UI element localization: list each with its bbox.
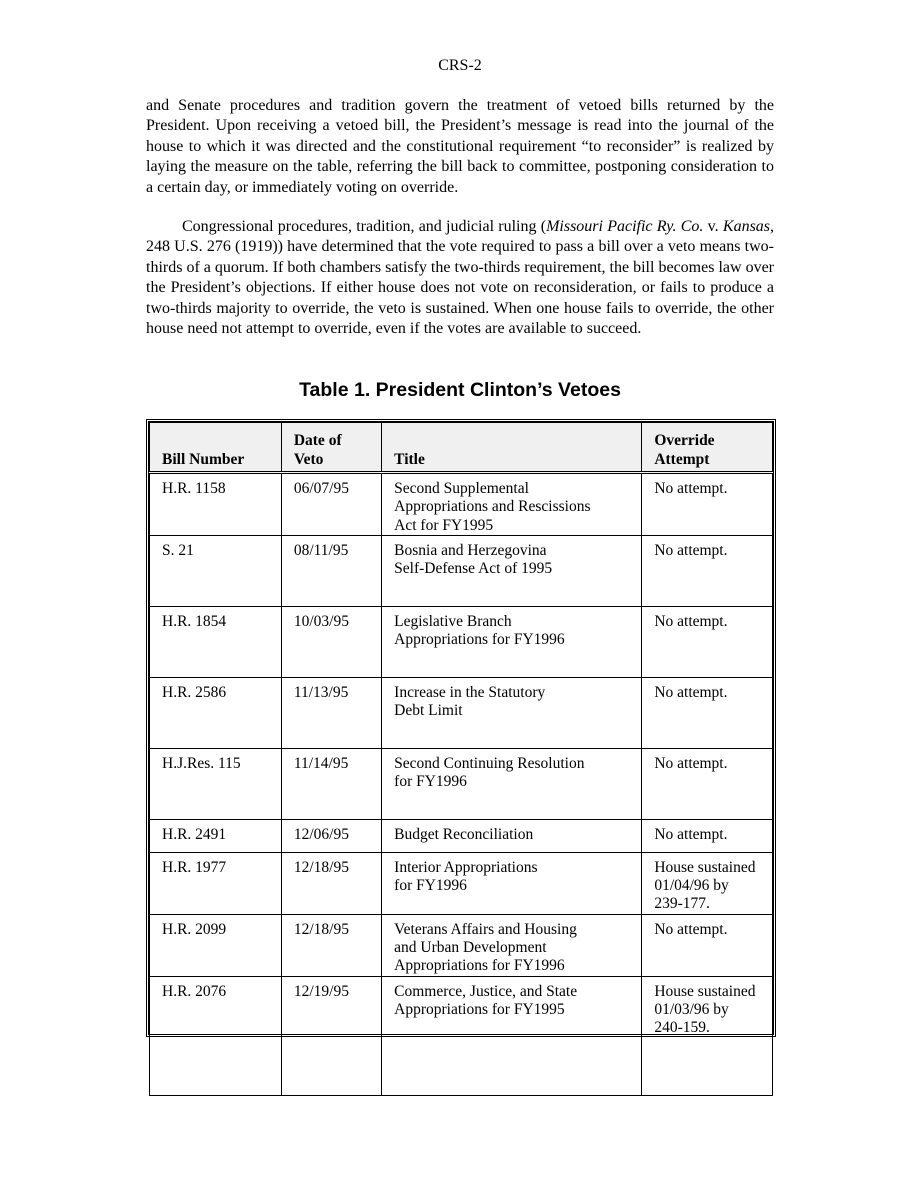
bill-title-line: Veterans Affairs and Housing [394, 920, 577, 938]
bill-number-cell: H.R. 1854 [150, 606, 282, 677]
header-date-of-veto [281, 423, 381, 473]
bill-title-line: Appropriations and Rescissions [394, 498, 591, 516]
override-line: 01/03/96 by [654, 1000, 729, 1018]
table-title: Table 1. President Clinton’s Vetoes [299, 379, 621, 401]
table-row [150, 914, 773, 976]
table-row [150, 976, 773, 1095]
bill-title-line: for FY1996 [394, 877, 467, 895]
override-line: No attempt. [654, 480, 728, 497]
bill-title-line: Self-Defense Act of 1995 [394, 560, 553, 578]
bill-title-line: Bosnia and Herzegovina [394, 541, 547, 559]
table-header-row [150, 423, 773, 473]
table-row [150, 535, 773, 606]
override-attempt-cell [642, 914, 773, 976]
bill-title-line: Appropriations for FY1996 [394, 631, 565, 649]
table-row [150, 473, 773, 536]
bill-number-cell: H.R. 1158 [150, 473, 282, 536]
bill-title-cell [382, 914, 642, 976]
override-attempt-cell [642, 819, 773, 852]
override-attempt-cell [642, 748, 773, 819]
header-date-line1: Date of [293, 432, 342, 450]
bill-title-cell [382, 819, 642, 852]
veto-date-cell: 10/03/95 [281, 606, 381, 677]
bill-title-cell [382, 976, 642, 1095]
paragraph-text-end: , 248 U.S. 276 (1919)) have determined that the vote required to pass a bill over a veto means two-thirds of a quorum. If both chambers satisfy the two-thirds requirement, the bill becomes law over the President’s objections. If either house does not vote on reconsideration, or fails to produce a two-thirds majority to override, the veto is sustained. When one house fails to override, the other house need not attempt to override, even if the votes are available to succeed. [146, 218, 775, 338]
veto-date-cell: 08/11/95 [281, 535, 381, 606]
bill-title-cell [382, 606, 642, 677]
override-line: 239-177. [654, 895, 710, 913]
veto-date-cell: 11/14/95 [281, 748, 381, 819]
bill-title-line: Debt Limit [394, 702, 463, 720]
vetoes-table-frame [146, 419, 776, 1037]
override-line: 01/04/96 by [654, 877, 729, 895]
bill-title-line: Act for FY1995 [394, 516, 494, 534]
veto-date-cell: 12/18/95 [281, 852, 381, 914]
override-line: House sustained [654, 982, 756, 1000]
paragraph-congressional-procedures [146, 217, 774, 339]
override-line: No attempt. [654, 920, 728, 938]
override-line: No attempt. [654, 825, 728, 843]
paragraph-text-start: Congressional procedures, tradition, and judicial ruling ( [182, 218, 547, 235]
case-name-part1: Missouri Pacific Ry. Co. [546, 218, 704, 235]
header-title: Title [382, 423, 642, 473]
bill-title-line: Budget Reconciliation [394, 825, 534, 843]
bill-title-cell [382, 677, 642, 748]
bill-number-cell: H.J.Res. 115 [150, 748, 282, 819]
vetoes-table [149, 422, 773, 1096]
override-attempt-cell [642, 473, 773, 536]
override-attempt-cell [642, 606, 773, 677]
bill-title-line: Commerce, Justice, and State [394, 982, 578, 1000]
override-attempt-cell [642, 852, 773, 914]
header-date-line2: Veto [293, 450, 324, 468]
bill-number-cell: S. 21 [150, 535, 282, 606]
veto-date-cell: 11/13/95 [281, 677, 381, 748]
bill-title-cell [382, 748, 642, 819]
header-override-line1: Override [654, 432, 715, 450]
override-line: No attempt. [654, 541, 728, 559]
bill-title-cell [382, 473, 642, 536]
table-row [150, 677, 773, 748]
bill-number-cell: H.R. 2586 [150, 677, 282, 748]
bill-title-line: Legislative Branch [394, 612, 512, 630]
table-row [150, 852, 773, 914]
bill-number-cell: H.R. 1977 [150, 852, 282, 914]
bill-title-cell [382, 535, 642, 606]
header-bill-number: Bill Number [150, 423, 282, 473]
bill-number-cell: H.R. 2099 [150, 914, 282, 976]
case-name-part2: Kansas [722, 218, 771, 235]
bill-title-line: Appropriations for FY1996 [394, 957, 565, 975]
bill-number-cell: H.R. 2076 [150, 976, 282, 1095]
bill-title-line: Second Supplemental [394, 480, 529, 497]
case-versus: v. [703, 218, 723, 235]
bill-title-cell [382, 852, 642, 914]
override-line: No attempt. [654, 754, 728, 772]
header-override-line2: Attempt [654, 450, 710, 468]
override-attempt-cell [642, 535, 773, 606]
bill-title-line: Interior Appropriations [394, 858, 538, 876]
veto-date-cell: 12/19/95 [281, 976, 381, 1095]
bill-title-line: and Urban Development [394, 939, 547, 957]
override-line: 240-159. [654, 1019, 710, 1037]
paragraph-senate-procedures: and Senate procedures and tradition govern the treatment of vetoed bills returned by the President. Upon receiving a vetoed bill, the President’s message is read into the journal of the house to which it was directed and the constitutional requirement “to reconsider” is realized by laying the measure on the table, referring the bill back to committee, postponing consideration to a certain day, or immediately voting on override. [146, 97, 774, 196]
bill-title-line: for FY1996 [394, 773, 467, 791]
page-label: CRS-2 [438, 57, 482, 74]
override-attempt-cell [642, 976, 773, 1095]
header-override-attempt [642, 423, 773, 473]
bill-title-line: Appropriations for FY1995 [394, 1000, 565, 1018]
table-row [150, 606, 773, 677]
veto-date-cell: 06/07/95 [281, 473, 381, 536]
bill-title-line: Second Continuing Resolution [394, 754, 585, 772]
bill-number-cell: H.R. 2491 [150, 819, 282, 852]
bill-title-line: Increase in the Statutory [394, 683, 546, 701]
veto-date-cell: 12/06/95 [281, 819, 381, 852]
override-line: No attempt. [654, 683, 728, 701]
table-row [150, 819, 773, 852]
veto-date-cell: 12/18/95 [281, 914, 381, 976]
override-line: No attempt. [654, 612, 728, 630]
override-line: House sustained [654, 858, 756, 876]
table-row [150, 748, 773, 819]
override-attempt-cell [642, 677, 773, 748]
